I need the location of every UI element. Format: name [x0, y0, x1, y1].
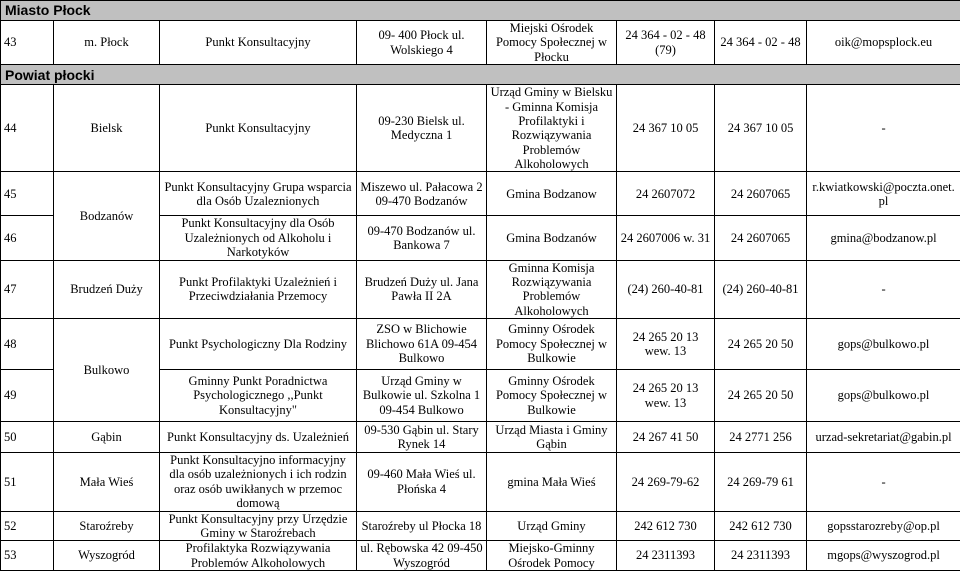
- row-number: 47: [1, 260, 54, 319]
- email: -: [807, 85, 960, 172]
- phone: 24 367 10 05: [617, 85, 715, 172]
- row-number: 51: [1, 453, 54, 512]
- point-name: Punkt Konsultacyjny przy Urzędzie Gminy w Staroźrebach: [160, 511, 357, 541]
- email: -: [807, 260, 960, 319]
- phone: 24 2311393: [617, 541, 715, 571]
- municipality: Gąbin: [54, 422, 160, 453]
- phone: 24 267 41 50: [617, 422, 715, 453]
- email: mgops@wyszogrod.pl: [807, 541, 960, 571]
- table-row: [1, 260, 960, 319]
- organization: Gminny Ośrodek Pomocy Społecznej w Bulkowie: [487, 319, 617, 370]
- phone: 24 269-79-62: [617, 453, 715, 512]
- row-number: 48: [1, 319, 54, 370]
- email: oik@mopsplock.eu: [807, 21, 960, 65]
- email: -: [807, 453, 960, 512]
- address: 09-530 Gąbin ul. Stary Rynek 14: [357, 422, 487, 453]
- point-name: Gminny Punkt Poradnictwa Psychologicznego ,,Punkt Konsultacyjny": [160, 370, 357, 422]
- address: ZSO w Blichowie Blichowo 61A 09-454 Bulkowo: [357, 319, 487, 370]
- table-row: [1, 21, 960, 65]
- point-name: Punkt Konsultacyjny dla Osób Uzależnionych od Alkoholu i Narkotyków: [160, 216, 357, 260]
- address: Urząd Gminy w Bulkowie ul. Szkolna 1 09-454 Bulkowo: [357, 370, 487, 422]
- table-row: [1, 541, 960, 571]
- organization: Urząd Miasta i Gminy Gąbin: [487, 422, 617, 453]
- table-row: [1, 422, 960, 453]
- fax: 24 265 20 50: [715, 319, 807, 370]
- fax: 242 612 730: [715, 511, 807, 541]
- municipality: Brudzeń Duży: [54, 260, 160, 319]
- point-name: Punkt Konsultacyjny Grupa wsparcia dla Osób Uzaleznionych: [160, 172, 357, 216]
- point-name: Profilaktyka Rozwiązywania Problemów Alkoholowych: [160, 541, 357, 571]
- table-row: [1, 85, 960, 172]
- fax: (24) 260-40-81: [715, 260, 807, 319]
- address: 09-460 Mała Wieś ul. Płońska 4: [357, 453, 487, 512]
- fax: 24 2607065: [715, 172, 807, 216]
- fax: 24 2771 256: [715, 422, 807, 453]
- row-number: 45: [1, 172, 54, 216]
- email: urzad-sekretariat@gabin.pl: [807, 422, 960, 453]
- phone: (24) 260-40-81: [617, 260, 715, 319]
- municipality: Bodzanów: [54, 172, 160, 260]
- point-name: Punkt Konsultacyjny: [160, 21, 357, 65]
- fax: 24 265 20 50: [715, 370, 807, 422]
- phone: 24 265 20 13 wew. 13: [617, 370, 715, 422]
- email: gmina@bodzanow.pl: [807, 216, 960, 260]
- point-name: Punkt Psychologiczny Dla Rodziny: [160, 319, 357, 370]
- address: 09- 400 Płock ul. Wolskiego 4: [357, 21, 487, 65]
- municipality: Staroźreby: [54, 511, 160, 541]
- address: Staroźreby ul Płocka 18: [357, 511, 487, 541]
- phone: 24 2607006 w. 31: [617, 216, 715, 260]
- row-number: 52: [1, 511, 54, 541]
- address: Miszewo ul. Pałacowa 2 09-470 Bodzanów: [357, 172, 487, 216]
- organization: Gminna Komisja Rozwiązywania Problemów Alkoholowych: [487, 260, 617, 319]
- address: Brudzeń Duży ul. Jana Pawła II 2A: [357, 260, 487, 319]
- address: 09-470 Bodzanów ul. Bankowa 7: [357, 216, 487, 260]
- municipality: Bulkowo: [54, 319, 160, 422]
- fax: 24 364 - 02 - 48: [715, 21, 807, 65]
- municipality: m. Płock: [54, 21, 160, 65]
- organization: Urząd Gminy w Bielsku - Gminna Komisja Profilaktyki i Rozwiązywania Problemów Alkoholowych: [487, 85, 617, 172]
- fax: 24 2311393: [715, 541, 807, 571]
- section-title-powiat: Powiat płocki: [1, 65, 960, 85]
- organization: Gmina Bodzanow: [487, 172, 617, 216]
- section-title-miasto: Miasto Płock: [1, 1, 960, 21]
- address: 09-230 Bielsk ul. Medyczna 1: [357, 85, 487, 172]
- phone: 24 2607072: [617, 172, 715, 216]
- fax: 24 2607065: [715, 216, 807, 260]
- phone: 242 612 730: [617, 511, 715, 541]
- email: gopsstarozreby@op.pl: [807, 511, 960, 541]
- phone: 24 364 - 02 - 48 (79): [617, 21, 715, 65]
- point-name: Punkt Konsultacyjny ds. Uzależnień: [160, 422, 357, 453]
- municipality: Wyszogród: [54, 541, 160, 571]
- organization: Miejsko-Gminny Ośrodek Pomocy: [487, 541, 617, 571]
- phone: 24 265 20 13 wew. 13: [617, 319, 715, 370]
- organization: Gminny Ośrodek Pomocy Społecznej w Bulkowie: [487, 370, 617, 422]
- row-number: 44: [1, 85, 54, 172]
- row-number: 49: [1, 370, 54, 422]
- point-name: Punkt Konsultacyjny: [160, 85, 357, 172]
- row-number: 46: [1, 216, 54, 260]
- municipality: Bielsk: [54, 85, 160, 172]
- table-row: [1, 453, 960, 512]
- organization: Gmina Bodzanów: [487, 216, 617, 260]
- email: gops@bulkowo.pl: [807, 319, 960, 370]
- point-name: Punkt Profilaktyki Uzależnień i Przeciwdziałania Przemocy: [160, 260, 357, 319]
- municipality: Mała Wieś: [54, 453, 160, 512]
- email: gops@bulkowo.pl: [807, 370, 960, 422]
- table-row: [1, 172, 960, 216]
- row-number: 43: [1, 21, 54, 65]
- table-row: [1, 319, 960, 370]
- organization: Miejski Ośrodek Pomocy Społecznej w Płocku: [487, 21, 617, 65]
- section-header-row: [1, 1, 960, 21]
- row-number: 50: [1, 422, 54, 453]
- address: ul. Rębowska 42 09-450 Wyszogród: [357, 541, 487, 571]
- row-number: 53: [1, 541, 54, 571]
- email: r.kwiatkowski@poczta.onet.pl: [807, 172, 960, 216]
- organization: Urząd Gminy: [487, 511, 617, 541]
- point-name: Punkt Konsultacyjno informacyjny dla osób uzależnionych i ich rodzin oraz osób uwikłanych w przemoc domową: [160, 453, 357, 512]
- fax: 24 367 10 05: [715, 85, 807, 172]
- table-row: [1, 511, 960, 541]
- fax: 24 269-79 61: [715, 453, 807, 512]
- section-header-row: [1, 65, 960, 85]
- organization: gmina Mała Wieś: [487, 453, 617, 512]
